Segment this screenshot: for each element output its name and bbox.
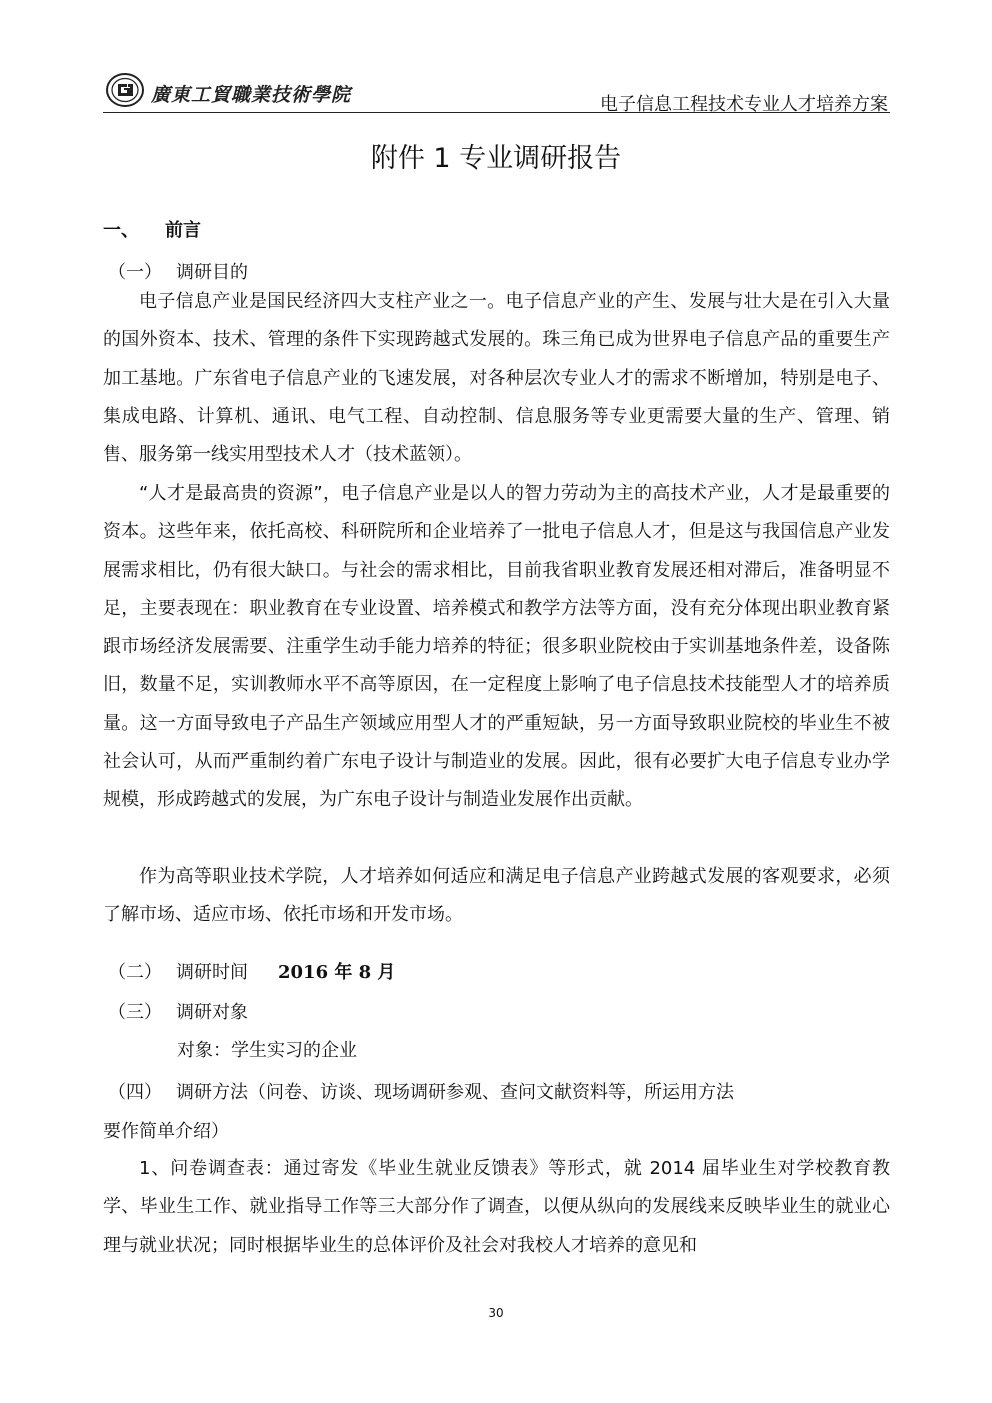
survey-target-detail: 对象：学生实习的企业: [177, 1040, 357, 1061]
paragraph-4: 1、问卷调查表：通过寄发《毕业生就业反馈表》等形式，就 2014 届毕业生对学校教育教学、毕业生工作、就业指导工作等三大部分作了调查，以便从纵向的发展线来反映毕业生的就业心理与就业状况；同时根据毕业生的总体评价及社会对我校人才培养的意见和: [103, 1158, 890, 1256]
school-name: 廣東工貿職業技術學院: [151, 84, 352, 106]
subsection-heading-4-continuation: 要作简单介绍）: [103, 1121, 229, 1142]
subsection-heading-2: [108, 958, 395, 984]
section-number: 一、: [103, 220, 139, 241]
subsection-heading-3: [108, 998, 248, 1024]
paragraph-1: 电子信息产业是国民经济四大支柱产业之一。电子信息产业的产生、发展与壮大是在引入大量的国外资本、技术、管理的条件下实现跨越式发展的。珠三角已成为世界电子信息产品的重要生产加工基地。广东省电子信息产业的飞速发展，对各种层次专业人才的需求不断增加，特别是电子、集成电路、计算机、通讯、电气工程、自动控制、信息服务等专业更需要大量的生产、管理、销售、服务第一线实用型技术人才（技术蓝领）。: [103, 291, 890, 466]
page-header: [103, 68, 890, 113]
section-heading-1: [103, 216, 201, 242]
subsection-title: 调研方法（问卷、访谈、现场调研参观、查问文献资料等，所运用方法: [176, 1082, 734, 1103]
subsection-title: 调研对象: [176, 1002, 248, 1023]
subsection-heading-4: [108, 1078, 734, 1104]
section-title: 前言: [165, 220, 201, 241]
subsection-number: （三）: [108, 1002, 162, 1023]
school-logo-icon: [105, 72, 145, 108]
survey-time-value: 2016 年 8 月: [278, 962, 396, 983]
paragraph-3: 作为高等职业技术学院，人才培养如何适应和满足电子信息产业跨越式发展的客观要求，必须了解市场、适应市场、依托市场和开发市场。: [103, 866, 890, 926]
annex-title: 附件 1 专业调研报告: [370, 143, 622, 174]
subsection-heading-1: [108, 258, 248, 284]
document-title: 电子信息工程技术专业人才培养方案: [600, 94, 888, 115]
page-number: 30: [488, 1306, 504, 1320]
subsection-title: 调研目的: [176, 262, 248, 283]
paragraph-2: “人才是最高贵的资源”，电子信息产业是以人的智力劳动为主的高技术产业，人才是最重要的资本。这些年来，依托高校、科研院所和企业培养了一批电子信息人才，但是这与我国信息产业发展需求相比，仍有很大缺口。与社会的需求相比，目前我省职业教育发展还相对滞后，准备明显不足，主要表现在：职业教育在专业设置、培养模式和教学方法等方面，没有充分体现出职业教育紧跟市场经济发展需要、注重学生动手能力培养的特征；很多职业院校由于实训基地条件差，设备陈旧，数量不足，实训教师水平不高等原因，在一定程度上影响了电子信息技术技能型人才的培养质量。这一方面导致电子产品生产领域应用型人才的严重短缺，另一方面导致职业院校的毕业生不被社会认可，从而严重制约着广东电子设计与制造业的发展。因此，很有必要扩大电子信息专业办学规模，形成跨越式的发展，为广东电子设计与制造业发展作出贡献。: [103, 483, 890, 811]
subsection-title: 调研时间: [176, 962, 248, 983]
subsection-number: （四）: [108, 1082, 162, 1103]
subsection-number: （一）: [108, 262, 162, 283]
subsection-number: （二）: [108, 962, 162, 983]
